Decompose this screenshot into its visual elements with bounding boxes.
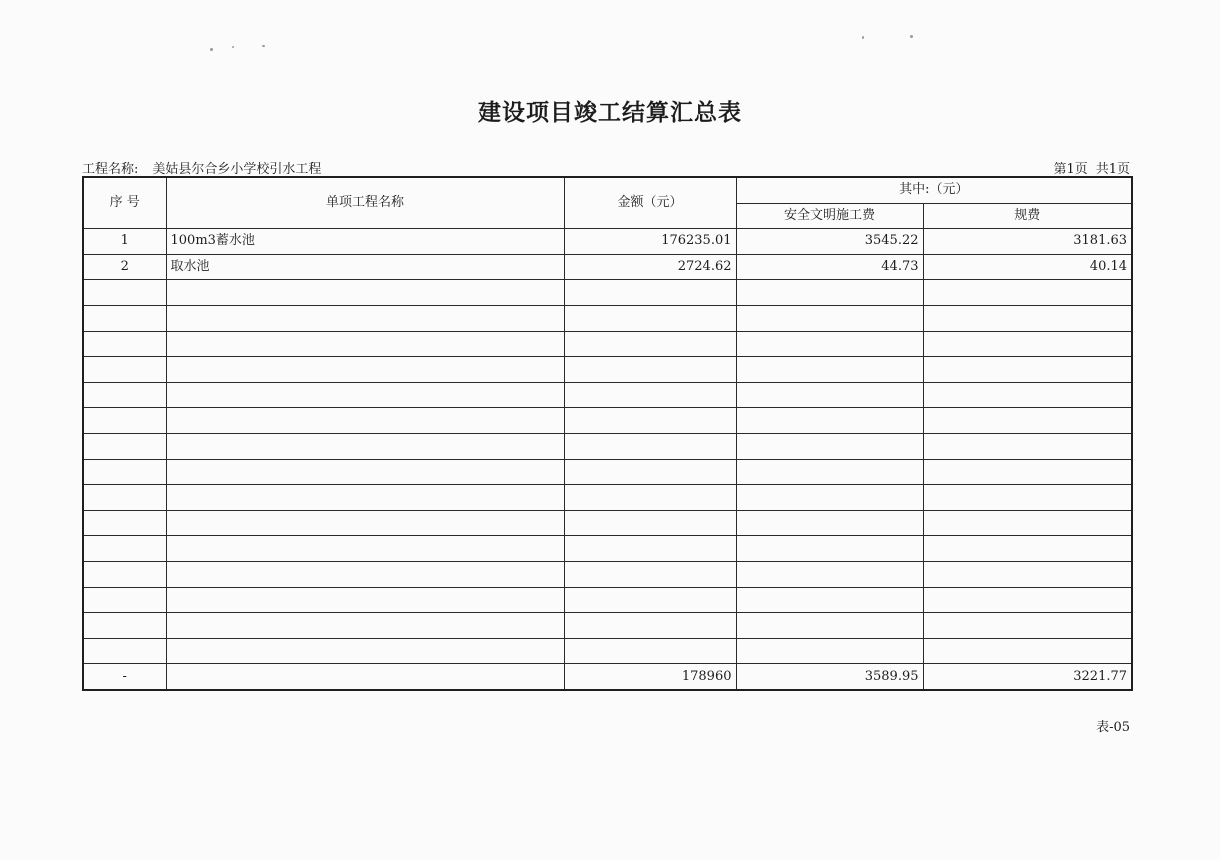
empty-cell bbox=[564, 433, 736, 459]
empty-cell bbox=[736, 433, 923, 459]
empty-cell bbox=[564, 510, 736, 536]
empty-cell bbox=[923, 357, 1132, 383]
cell-fees: 40.14 bbox=[923, 254, 1132, 280]
empty-row bbox=[83, 510, 1132, 536]
empty-rows bbox=[83, 280, 1132, 664]
total-safety: 3589.95 bbox=[736, 664, 923, 690]
empty-cell bbox=[83, 587, 166, 613]
empty-cell bbox=[83, 561, 166, 587]
empty-cell bbox=[736, 638, 923, 664]
scan-speck bbox=[232, 46, 234, 48]
empty-cell bbox=[923, 536, 1132, 562]
empty-cell bbox=[923, 587, 1132, 613]
cell-amount: 2724.62 bbox=[564, 254, 736, 280]
empty-cell bbox=[166, 613, 564, 639]
table-row bbox=[83, 229, 1132, 255]
empty-cell bbox=[83, 536, 166, 562]
empty-cell bbox=[564, 331, 736, 357]
col-header-seq: 序 号 bbox=[83, 177, 166, 229]
empty-row bbox=[83, 357, 1132, 383]
empty-cell bbox=[736, 561, 923, 587]
empty-cell bbox=[923, 485, 1132, 511]
empty-cell bbox=[83, 331, 166, 357]
empty-cell bbox=[166, 485, 564, 511]
empty-cell bbox=[564, 408, 736, 434]
empty-cell bbox=[166, 331, 564, 357]
empty-cell bbox=[736, 280, 923, 306]
settlement-summary-table bbox=[82, 176, 1133, 691]
empty-cell bbox=[166, 536, 564, 562]
empty-cell bbox=[166, 408, 564, 434]
empty-row bbox=[83, 382, 1132, 408]
empty-cell bbox=[923, 459, 1132, 485]
empty-row bbox=[83, 280, 1132, 306]
empty-cell bbox=[923, 638, 1132, 664]
empty-cell bbox=[166, 305, 564, 331]
total-fees: 3221.77 bbox=[923, 664, 1132, 690]
empty-row bbox=[83, 305, 1132, 331]
empty-row bbox=[83, 485, 1132, 511]
cell-amount: 176235.01 bbox=[564, 229, 736, 255]
empty-cell bbox=[564, 382, 736, 408]
cell-seq: 1 bbox=[83, 229, 166, 255]
empty-cell bbox=[736, 510, 923, 536]
empty-cell bbox=[166, 433, 564, 459]
empty-cell bbox=[564, 280, 736, 306]
empty-cell bbox=[736, 613, 923, 639]
empty-cell bbox=[564, 587, 736, 613]
form-code: 表-05 bbox=[1096, 720, 1130, 735]
empty-cell bbox=[923, 305, 1132, 331]
header-row-1 bbox=[83, 177, 1132, 203]
empty-cell bbox=[166, 459, 564, 485]
empty-cell bbox=[83, 638, 166, 664]
empty-cell bbox=[923, 433, 1132, 459]
scan-speck bbox=[910, 35, 913, 38]
total-amount: 178960 bbox=[564, 664, 736, 690]
empty-cell bbox=[923, 613, 1132, 639]
page-title: 建设项目竣工结算汇总表 bbox=[478, 99, 742, 126]
empty-cell bbox=[166, 280, 564, 306]
cell-name: 100m3蓄水池 bbox=[166, 229, 564, 255]
empty-cell bbox=[564, 536, 736, 562]
empty-cell bbox=[83, 280, 166, 306]
empty-cell bbox=[736, 587, 923, 613]
empty-cell bbox=[736, 408, 923, 434]
empty-cell bbox=[83, 433, 166, 459]
empty-row bbox=[83, 613, 1132, 639]
col-header-of-which: 其中:（元） bbox=[736, 177, 1132, 203]
empty-cell bbox=[564, 459, 736, 485]
empty-cell bbox=[83, 485, 166, 511]
empty-cell bbox=[923, 280, 1132, 306]
empty-cell bbox=[166, 357, 564, 383]
empty-cell bbox=[736, 459, 923, 485]
empty-cell bbox=[923, 510, 1132, 536]
empty-cell bbox=[166, 587, 564, 613]
empty-cell bbox=[923, 561, 1132, 587]
empty-cell bbox=[736, 382, 923, 408]
cell-safety: 3545.22 bbox=[736, 229, 923, 255]
project-label: 工程名称: bbox=[82, 162, 139, 177]
empty-cell bbox=[736, 331, 923, 357]
empty-row bbox=[83, 638, 1132, 664]
empty-row bbox=[83, 561, 1132, 587]
empty-cell bbox=[166, 382, 564, 408]
total-row bbox=[83, 664, 1132, 690]
empty-cell bbox=[166, 510, 564, 536]
empty-cell bbox=[83, 382, 166, 408]
empty-cell bbox=[166, 561, 564, 587]
empty-cell bbox=[923, 331, 1132, 357]
col-header-name: 单项工程名称 bbox=[166, 177, 564, 229]
empty-cell bbox=[564, 613, 736, 639]
empty-cell bbox=[83, 357, 166, 383]
total-seq: - bbox=[83, 664, 166, 690]
empty-cell bbox=[564, 638, 736, 664]
empty-cell bbox=[564, 357, 736, 383]
cell-safety: 44.73 bbox=[736, 254, 923, 280]
empty-cell bbox=[736, 305, 923, 331]
empty-cell bbox=[83, 613, 166, 639]
scan-speck bbox=[862, 36, 864, 39]
empty-row bbox=[83, 587, 1132, 613]
empty-cell bbox=[564, 305, 736, 331]
scan-speck bbox=[262, 45, 265, 47]
empty-cell bbox=[83, 305, 166, 331]
col-header-amount: 金额（元） bbox=[564, 177, 736, 229]
empty-cell bbox=[564, 561, 736, 587]
empty-cell bbox=[923, 382, 1132, 408]
cell-fees: 3181.63 bbox=[923, 229, 1132, 255]
empty-cell bbox=[166, 638, 564, 664]
col-header-fees: 规费 bbox=[923, 203, 1132, 229]
empty-cell bbox=[83, 459, 166, 485]
empty-row bbox=[83, 459, 1132, 485]
table-row bbox=[83, 254, 1132, 280]
empty-cell bbox=[736, 536, 923, 562]
total-pages: 共1页 bbox=[1095, 162, 1130, 177]
scan-speck bbox=[210, 48, 213, 51]
page-indicator bbox=[1053, 158, 1130, 177]
cell-seq: 2 bbox=[83, 254, 166, 280]
empty-cell bbox=[83, 510, 166, 536]
col-header-safety: 安全文明施工费 bbox=[736, 203, 923, 229]
empty-row bbox=[83, 433, 1132, 459]
empty-cell bbox=[564, 485, 736, 511]
empty-row bbox=[83, 408, 1132, 434]
total-name bbox=[166, 664, 564, 690]
empty-cell bbox=[736, 357, 923, 383]
empty-cell bbox=[736, 485, 923, 511]
project-header bbox=[82, 158, 321, 177]
project-name: 美姑县尔合乡小学校引水工程 bbox=[152, 162, 322, 177]
empty-row bbox=[83, 331, 1132, 357]
empty-cell bbox=[923, 408, 1132, 434]
page-number: 第1页 bbox=[1053, 162, 1088, 177]
empty-row bbox=[83, 536, 1132, 562]
empty-cell bbox=[83, 408, 166, 434]
cell-name: 取水池 bbox=[166, 254, 564, 280]
